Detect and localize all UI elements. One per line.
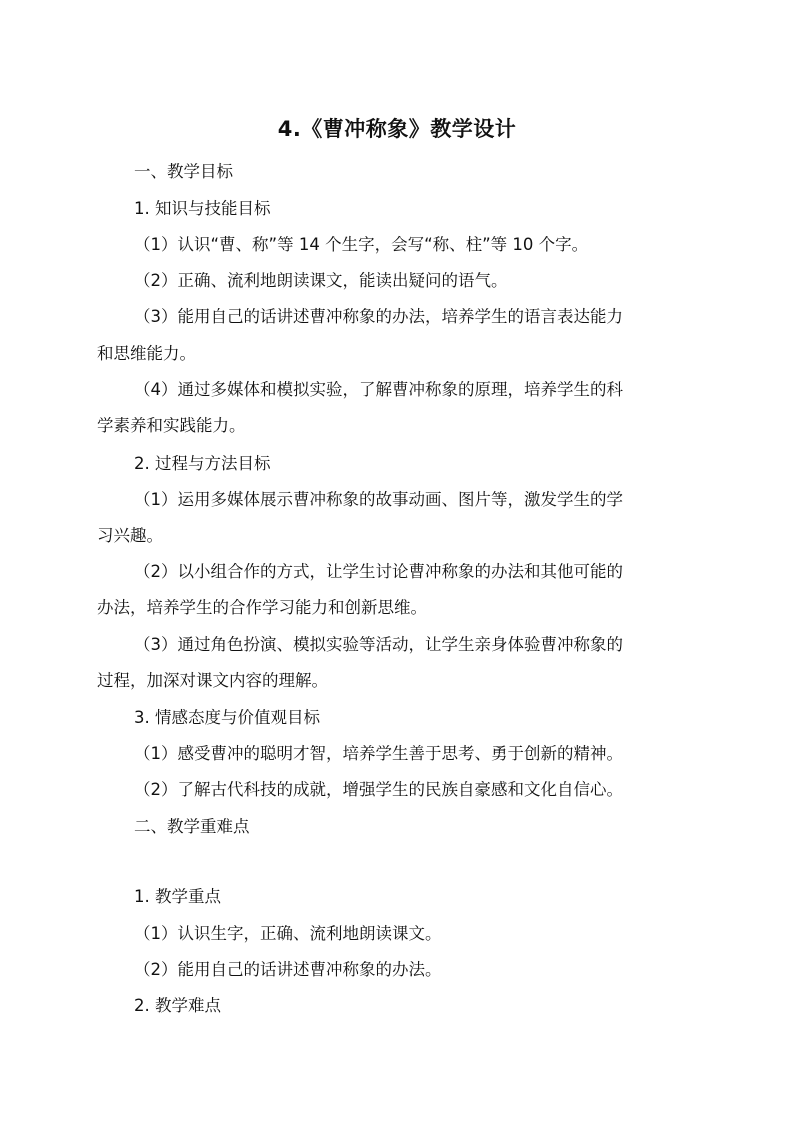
section-heading-key-difficult-points: 二、教学重难点: [134, 817, 250, 836]
goal-item: （2）正确、流利地朗读课文，能读出疑问的语气。: [134, 271, 508, 290]
goal-item: （4）通过多媒体和模拟实验，了解曹冲称象的原理，培养学生的科: [134, 380, 623, 399]
subsection-heading-difficult-points: 2. 教学难点: [134, 996, 221, 1015]
subsection-heading-emotion-values: 3. 情感态度与价值观目标: [134, 708, 320, 727]
goal-item: （2）了解古代科技的成就，增强学生的民族自豪感和文化自信心。: [134, 780, 623, 799]
goal-item: （2）以小组合作的方式，让学生讨论曹冲称象的办法和其他可能的: [134, 562, 623, 581]
goal-item-continuation: 和思维能力。: [97, 344, 196, 363]
key-point-item: （2）能用自己的话讲述曹冲称象的办法。: [134, 960, 442, 979]
goal-item-continuation: 学素养和实践能力。: [97, 416, 246, 435]
subsection-heading-key-points: 1. 教学重点: [134, 887, 221, 906]
key-point-item: （1）认识生字，正确、流利地朗读课文。: [134, 924, 442, 943]
subsection-heading-process-methods: 2. 过程与方法目标: [134, 454, 271, 473]
goal-item-continuation: 习兴趣。: [97, 526, 163, 545]
goal-item: （1）认识“曹、称”等 14 个生字，会写“称、柱”等 10 个字。: [134, 235, 589, 254]
goal-item: （1）感受曹冲的聪明才智，培养学生善于思考、勇于创新的精神。: [134, 744, 623, 763]
document-title: 4.《曹冲称象》教学设计: [277, 117, 517, 141]
goal-item-continuation: 办法，培养学生的合作学习能力和创新思维。: [97, 598, 427, 617]
goal-item: （1）运用多媒体展示曹冲称象的故事动画、图片等，激发学生的学: [134, 490, 623, 509]
goal-item-continuation: 过程，加深对课文内容的理解。: [97, 671, 328, 690]
goal-item: （3）通过角色扮演、模拟实验等活动，让学生亲身体验曹冲称象的: [134, 635, 623, 654]
goal-item: （3）能用自己的话讲述曹冲称象的办法，培养学生的语言表达能力: [134, 307, 623, 326]
subsection-heading-knowledge-skills: 1. 知识与技能目标: [134, 199, 271, 218]
section-heading-teaching-goals: 一、教学目标: [134, 162, 233, 181]
